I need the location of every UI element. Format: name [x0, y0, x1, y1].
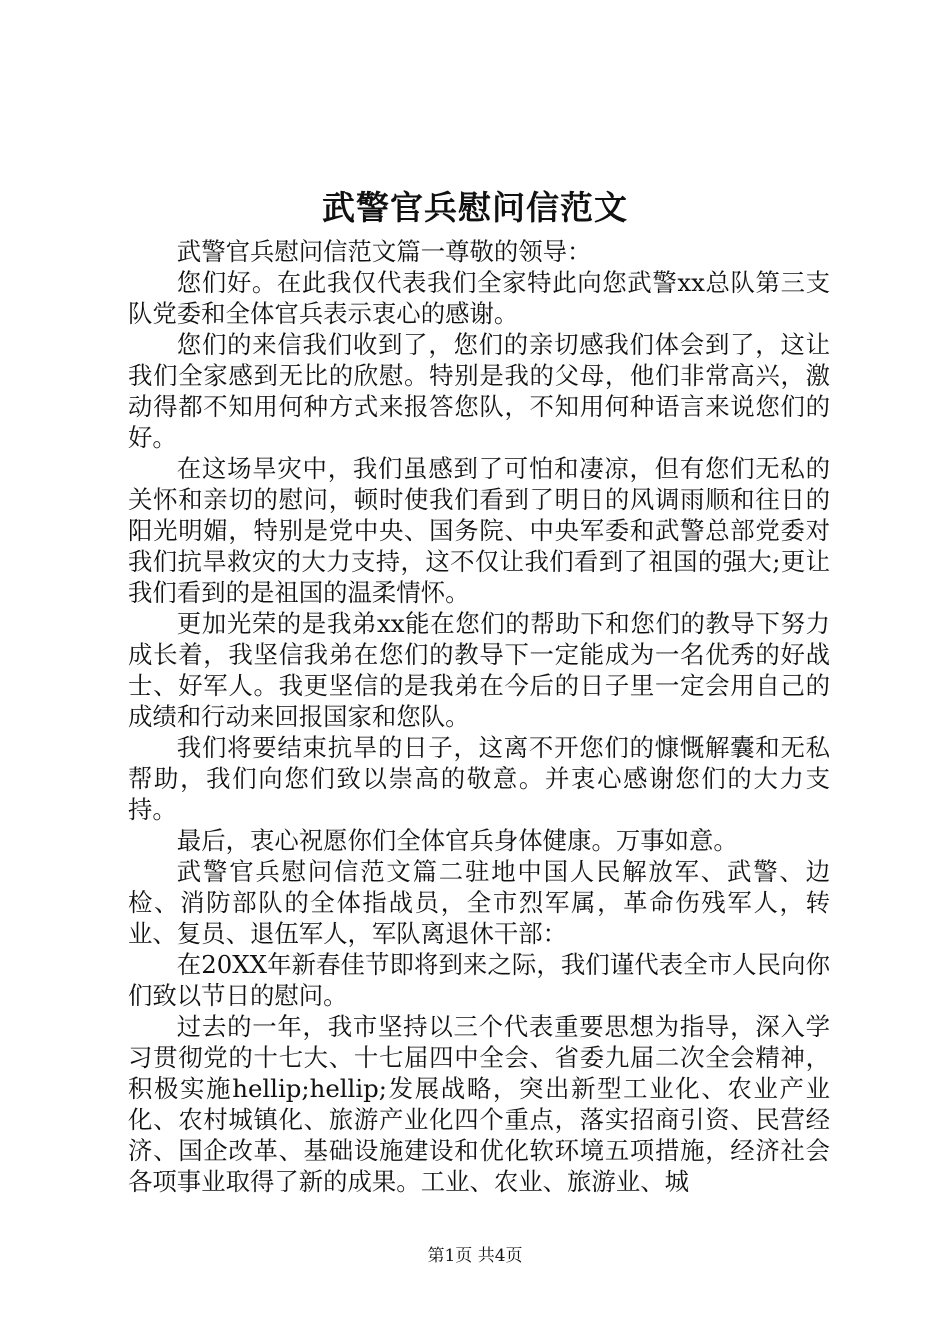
- paragraph-10: 过去的一年，我市坚持以三个代表重要思想为指导，深入学习贯彻党的十七大、十七届四中全会、省委九届二次全会精神，积极实施hellip;hellip;发展战略，突出新型工业化、农业产业化、农村城镇化、旅游产业化四个重点，落实招商引资、民营经济、国企改革、基础设施建设和优化软环境五项措施，经济社会各项事业取得了新的成果。工业、农业、旅游业、城: [128, 1012, 830, 1196]
- paragraph-2: 您们好。在此我仅代表我们全家特此向您武警xx总队第三支队党委和全体官兵表示衷心的感谢。: [128, 268, 830, 328]
- page-footer: 第1页 共4页: [427, 1246, 523, 1266]
- paragraph-8: 武警官兵慰问信范文篇二驻地中国人民解放军、武警、边检、消防部队的全体指战员，全市烈军属，革命伤残军人，转业、复员、退伍军人，军队离退休干部：: [128, 857, 830, 948]
- paragraph-5: 更加光荣的是我弟xx能在您们的帮助下和您们的教导下努力成长着，我坚信我弟在您们的教导下一定能成为一名优秀的好战士、好军人。我更坚信的是我弟在今后的日子里一定会用自己的成绩和行动来回报国家和您队。: [128, 609, 830, 731]
- paragraph-6: 我们将要结束抗旱的日子，这离不开您们的慷慨解囊和无私帮助，我们向您们致以崇高的敬意。并衷心感谢您们的大力支持。: [128, 733, 830, 824]
- paragraph-7: 最后，衷心祝愿你们全体官兵身体健康。万事如意。: [176, 826, 738, 855]
- paragraph-1: 武警官兵慰问信范文篇一尊敬的领导：: [176, 237, 592, 266]
- paragraph-9: 在20XX年新春佳节即将到来之际，我们谨代表全市人民向你们致以节日的慰问。: [128, 950, 830, 1010]
- document-title: 武警官兵慰问信范文: [322, 188, 628, 227]
- paragraph-4: 在这场旱灾中，我们虽感到了可怕和凄凉，但有您们无私的关怀和亲切的慰问，顿时使我们看到了明日的风调雨顺和往日的阳光明媚，特别是党中央、国务院、中央军委和武警总部党委对我们抗旱救灾的大力支持，这不仅让我们看到了祖国的强大;更让我们看到的是祖国的温柔情怀。: [128, 454, 830, 607]
- document-body: [128, 236, 830, 1197]
- paragraph-3: 您们的来信我们收到了，您们的亲切感我们体会到了，这让我们全家感到无比的欣慰。特别是我的父母，他们非常高兴，激动得都不知用何种方式来报答您队，不知用何种语言来说您们的好。: [128, 330, 830, 452]
